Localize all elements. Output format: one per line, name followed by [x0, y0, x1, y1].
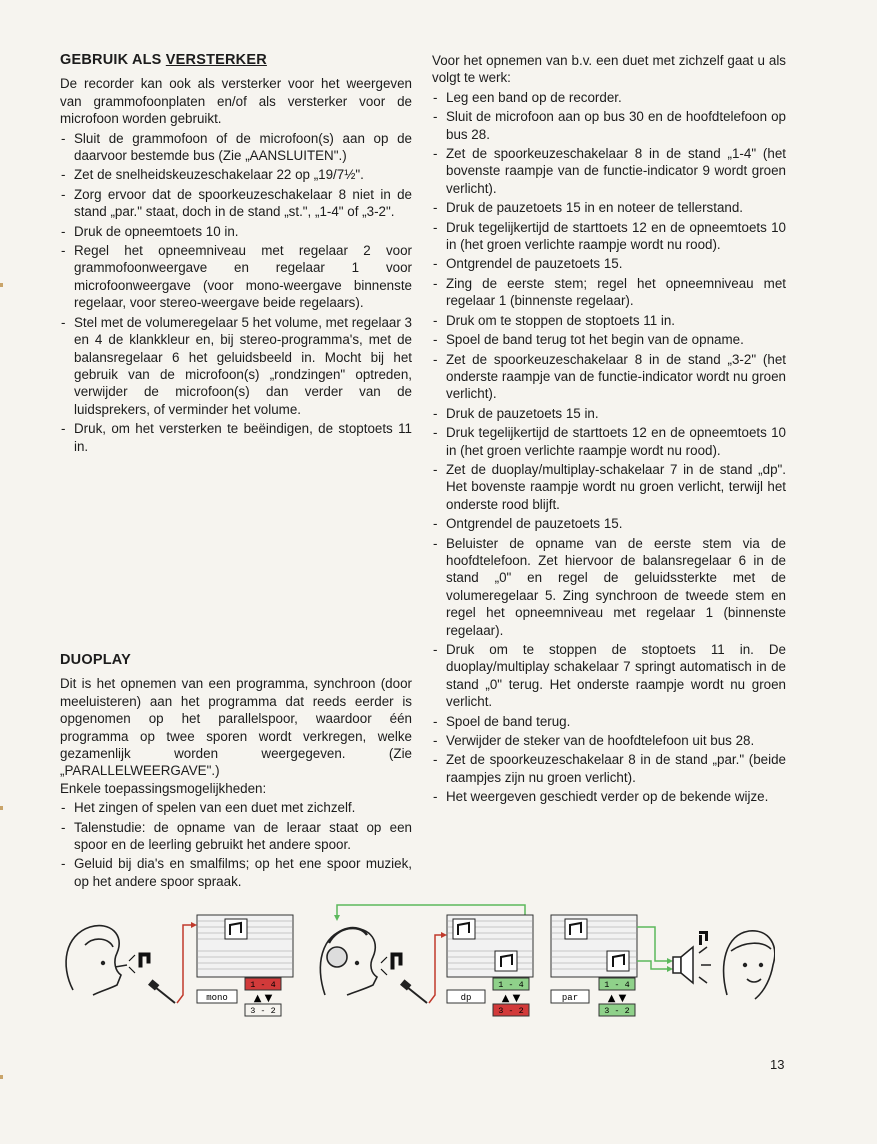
tape-panel-1 [197, 915, 293, 977]
microphone-icon-1 [148, 979, 175, 1003]
duet-step: - Spoel de band terug tot het begin van de opname. [432, 331, 786, 348]
duoplay-use: - Talenstudie: de opname van de leraar staat op een spoor en de leerling gebruikt het andere spoor. [60, 819, 412, 854]
scan-mark [0, 1075, 3, 1079]
duet-step: - Zet de spoorkeuzeschakelaar 8 in de stand „1-4" (het bovenste raampje van de functie-indicator 9 wordt groen verlicht). [432, 145, 786, 197]
listener-head-icon [724, 931, 775, 999]
duet-step: - Zet de spoorkeuzeschakelaar 8 in de stand „3-2" (het onderste raampje van de functie-indicator wordt nu groen verlicht). [432, 351, 786, 403]
duet-step: - Druk om te stoppen de stoptoets 11 in. De duoplay/multiplay schakelaar 7 springt automatisch in de stand „0" terug. Het onderste raampje wordt nu groen verlicht. [432, 641, 786, 711]
duet-step: - Druk tegelijkertijd de starttoets 12 en de opneemtoets 10 in (het groen verlichte raampje wordt nu rood). [432, 219, 786, 254]
indicator-top-label-2: 1 - 4 [498, 980, 524, 990]
duoplay-intro: Dit is het opnemen van een programma, synchroon (door meeluisteren) aan het programma dat reeds eerder is opgenomen op het parallelspoor, waardoor één programma op twee sporen wordt verkregen, welke gezamenlijk worden weergegeven. (Zie „PARALLELWEERGAVE".) [60, 676, 412, 779]
page-number: 13 [770, 1057, 785, 1072]
duoplay-illustration [55, 895, 775, 1025]
note-icon-3 [699, 931, 708, 945]
section-title-versterker: GEBRUIK ALS VERSTERKER [60, 52, 267, 68]
red-arrow-1 [177, 925, 191, 1003]
duoplay-use: - Het zingen of spelen van een duet met zichzelf. [60, 799, 412, 816]
scan-mark [0, 283, 3, 287]
duoplay-intro2: Enkele toepassingsmogelijkheden: [60, 780, 267, 796]
versterker-steps [60, 130, 412, 455]
red-arrow-2 [429, 935, 441, 1003]
duet-step: - Zet de duoplay/multiplay-schakelaar 7 in de stand „dp". Het bovenste raampje wordt nu groen verlicht, terwijl het onderste rood blijft. [432, 461, 786, 513]
section-duet [432, 52, 786, 808]
duet-step: - Druk de pauzetoets 15 in. [432, 405, 786, 422]
indicator-bottom-label-1: 3 - 2 [250, 1006, 276, 1016]
duet-step: - Spoel de band terug. [432, 713, 786, 730]
singer-head-icon [66, 926, 127, 995]
indicator-top-label-1: 1 - 4 [250, 980, 276, 990]
section-duoplay [60, 652, 412, 892]
speaker-icon [673, 947, 711, 983]
duet-step: - Het weergeven geschiedt verder op de bekende wijze. [432, 788, 786, 805]
green-arrow-2 [637, 927, 667, 961]
duet-step: - Sluit de microfoon aan op bus 30 en de hoofdtelefoon op bus 28. [432, 108, 786, 143]
scan-mark [0, 806, 3, 810]
indicator-bottom-label-2: 3 - 2 [498, 1006, 524, 1016]
duet-step: - Druk om te stoppen de stoptoets 11 in. [432, 312, 786, 329]
tape-panel-2 [447, 915, 533, 977]
arrows-3: ▲ ▼ [607, 993, 627, 1004]
switch-label-2: dp [460, 993, 472, 1003]
note-icon-2 [381, 953, 402, 975]
duet-step: - Zing de eerste stem; regel het opneemniveau met regelaar 1 (binnenste regelaar). [432, 275, 786, 310]
versterker-step: - Druk, om het versterken te beëindigen, de stoptoets 11 in. [60, 420, 412, 455]
arrows-1: ▲ ▼ [253, 993, 273, 1004]
versterker-intro: De recorder kan ook als versterker voor het weergeven van grammofoonplaten en/of als versterker voor de microfoon worden gebruikt. [60, 76, 412, 127]
headphone-singer-icon [320, 928, 377, 995]
switch-label-1: mono [206, 993, 228, 1003]
duet-step: - Leg een band op de recorder. [432, 89, 786, 106]
duet-step: - Ontgrendel de pauzetoets 15. [432, 515, 786, 532]
indicator-top-label-3: 1 - 4 [604, 980, 630, 990]
duet-step: - Zet de spoorkeuzeschakelaar 8 in de stand „par." (beide raampjes zijn nu groen verlicht). [432, 751, 786, 786]
microphone-icon-2 [400, 979, 427, 1003]
versterker-step: - Zet de snelheidskeuzeschakelaar 22 op „19/7½". [60, 166, 412, 183]
duet-step: - Beluister de opname van de eerste stem via de hoofdtelefoon. Zet hiervoor de balansregelaar 6 in de stand „0" en regel de geluidssterkte met de volumeregelaar 5. Zing synchroon de tweede stem en regel het opneemniveau met regelaar 1 (binnenste regelaar). [432, 535, 786, 639]
duet-step: - Ontgrendel de pauzetoets 15. [432, 255, 786, 272]
duoplay-uses [60, 799, 412, 890]
versterker-step: - Regel het opneemniveau met regelaar 2 voor grammofoonweergave en regelaar 1 voor microfoonweergave (voor mono-weergave binnenste regelaar, voor stereo-weergave beide regelaars). [60, 242, 412, 312]
versterker-step: - Sluit de grammofoon of de microfoon(s) aan op de daarvoor bestemde bus (Zie „AANSLUITEN".) [60, 130, 412, 165]
versterker-step: - Zorg ervoor dat de spoorkeuzeschakelaar 8 niet in de stand „par." staat, doch in de stand „st.", „1-4" of „3-2". [60, 186, 412, 221]
versterker-step: - Druk de opneemtoets 10 in. [60, 223, 412, 240]
duet-step: - Druk de pauzetoets 15 in en noteer de tellerstand. [432, 199, 786, 216]
section-versterker [60, 52, 412, 457]
duet-steps [432, 89, 786, 806]
versterker-step: - Stel met de volumeregelaar 5 het volume, met regelaar 3 en 4 de klankkleur en, bij stereo-programma's, met de balansregelaar 6 het geluidsbeeld in. Mocht bij het gebruik van de microfoon(s) „rondzingen" optreden, verwijder de microfoon(s) dan verder van de luidsprekers, of verminder het volume. [60, 314, 412, 418]
tape-panel-3 [551, 915, 637, 977]
duet-step: - Druk tegelijkertijd de starttoets 12 en de opneemtoets 10 in (het groen verlichte raampje wordt nu rood). [432, 424, 786, 459]
note-icon-1 [129, 953, 150, 973]
indicator-bottom-label-3: 3 - 2 [604, 1006, 630, 1016]
switch-label-3: par [561, 993, 579, 1003]
duet-step: - Verwijder de steker van de hoofdtelefoon uit bus 28. [432, 732, 786, 749]
duoplay-use: - Geluid bij dia's en smalfilms; op het ene spoor muziek, op het andere spoor spraak. [60, 855, 412, 890]
section-title-duoplay: DUOPLAY [60, 652, 131, 668]
arrows-2: ▲ ▼ [501, 993, 521, 1004]
duet-intro: Voor het opnemen van b.v. een duet met zichzelf gaat u als volgt te werk: [432, 53, 786, 86]
